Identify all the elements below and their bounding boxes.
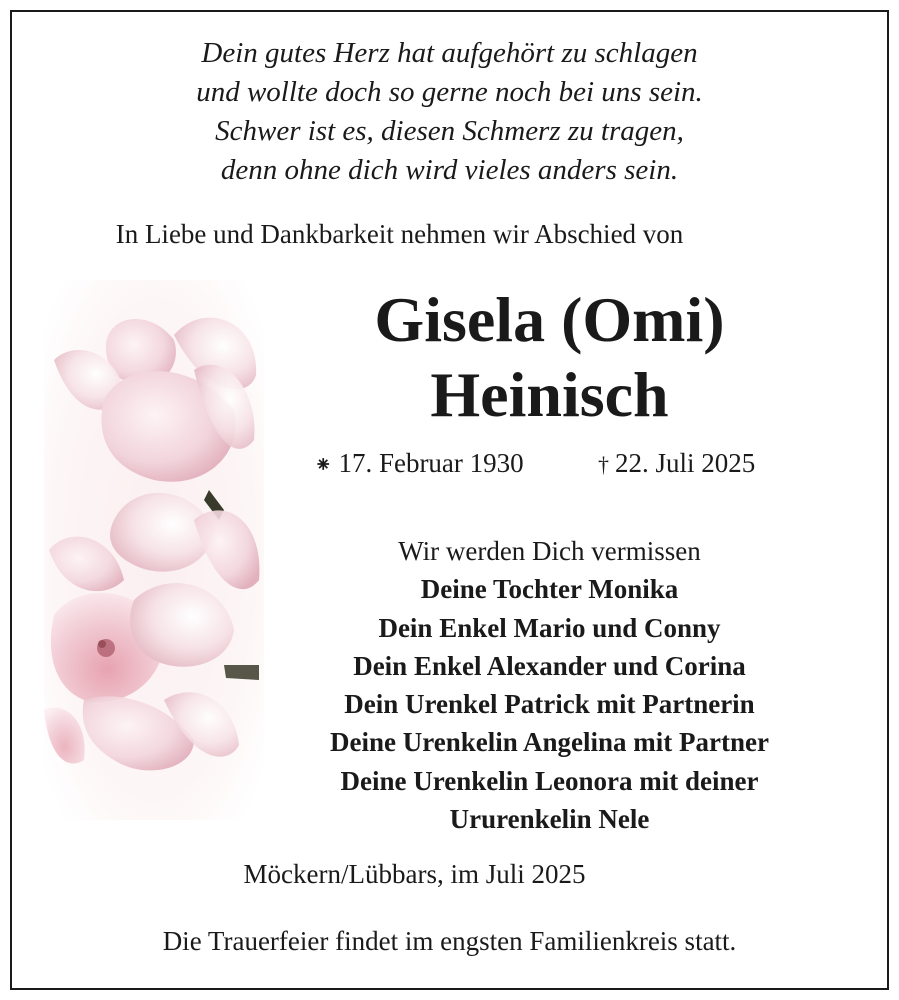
- magnolia-flowers-image: [44, 280, 264, 820]
- birth-date: [314, 446, 524, 482]
- mourner-line: Dein Enkel Alexander und Corina: [353, 650, 746, 681]
- mourners-intro: Wir werden Dich vermissen: [398, 536, 701, 566]
- mourner-line: Dein Urenkel Patrick mit Partnerin: [344, 689, 755, 720]
- mourner-line: Deine Urenkelin Angelina mit Partner: [330, 727, 769, 758]
- poem-line: denn ohne dich wird vieles anders sein.: [220, 154, 679, 186]
- deceased-name: [272, 282, 827, 432]
- funeral-service-note: Die Trauerfeier findet im engsten Familienkreis statt.: [162, 926, 737, 956]
- death-date: [598, 446, 755, 482]
- mourners-list: [272, 532, 827, 838]
- mourner-line: Ururenkelin Nele: [449, 804, 650, 835]
- deceased-last-name: Heinisch: [430, 359, 669, 430]
- poem-line: Dein gutes Herz hat aufgehört zu schlagen: [201, 37, 698, 69]
- poem-line: und wollte doch so gerne noch bei uns sein.: [196, 76, 703, 108]
- farewell-intro: In Liebe und Dankbarkeit nehmen wir Abschied von: [115, 219, 684, 249]
- mourner-line: Deine Tochter Monika: [420, 574, 679, 605]
- poem: [12, 34, 887, 190]
- birth-date-text: 17. Februar 1930: [338, 448, 524, 478]
- mourner-line: Deine Urenkelin Leonora mit deiner: [340, 765, 759, 796]
- mourner-line: Dein Enkel Mario und Conny: [378, 612, 721, 643]
- place-date: Möckern/Lübbars, im Juli 2025: [243, 859, 586, 889]
- birth-star-icon: ⁕: [314, 452, 333, 477]
- death-date-text: 22. Juli 2025: [615, 448, 756, 478]
- poem-line: Schwer ist es, diesen Schmerz zu tragen,: [215, 115, 684, 147]
- deceased-first-name: Gisela (Omi): [374, 284, 725, 355]
- obituary-frame: [10, 10, 889, 990]
- death-cross-icon: †: [598, 452, 609, 477]
